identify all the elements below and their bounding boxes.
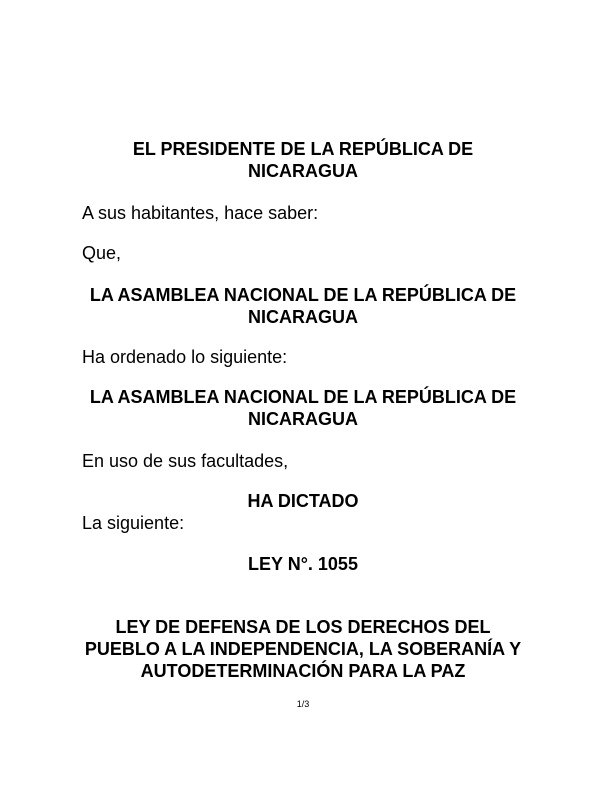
paragraph-ordenado: Ha ordenado lo siguiente:: [82, 347, 288, 367]
heading-asamblea-second: [0, 386, 606, 430]
heading-asamblea-first: [0, 284, 606, 328]
heading-president: [0, 138, 606, 182]
heading-asamblea-second-line2: NICARAGUA: [248, 409, 358, 429]
law-title-line1: LEY DE DEFENSA DE LOS DERECHOS DEL: [115, 617, 491, 637]
law-title-line3: AUTODETERMINACIÓN PARA LA PAZ: [140, 661, 466, 681]
law-title-line2: PUEBLO A LA INDEPENDENCIA, LA SOBERANÍA Y: [84, 639, 522, 659]
paragraph-habitantes: A sus habitantes, hace saber:: [82, 203, 319, 223]
paragraph-facultades: En uso de sus facultades,: [82, 451, 289, 471]
heading-ley-number: LEY N°. 1055: [248, 554, 358, 574]
heading-asamblea-first-line2: NICARAGUA: [248, 307, 358, 327]
page-number: 1/3: [296, 699, 310, 709]
heading-asamblea-second-line1: LA ASAMBLEA NACIONAL DE LA REPÚBLICA DE: [89, 387, 517, 407]
law-title: [0, 616, 606, 682]
paragraph-que: Que,: [82, 243, 122, 263]
heading-president-line2: NICARAGUA: [248, 161, 358, 181]
paragraph-siguiente: La siguiente:: [82, 513, 185, 533]
heading-president-line1: EL PRESIDENTE DE LA REPÚBLICA DE: [132, 139, 474, 159]
heading-asamblea-first-line1: LA ASAMBLEA NACIONAL DE LA REPÚBLICA DE: [89, 285, 517, 305]
heading-ha-dictado: HA DICTADO: [247, 491, 359, 511]
